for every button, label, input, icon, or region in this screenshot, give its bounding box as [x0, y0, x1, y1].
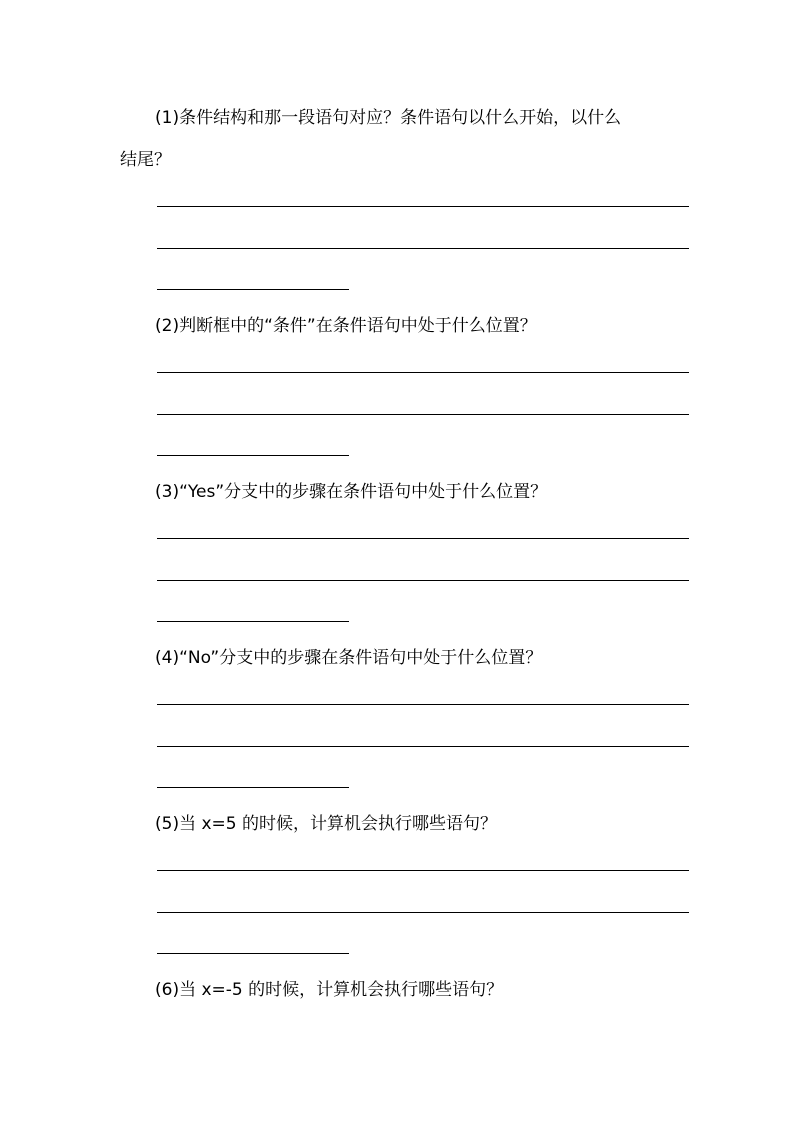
question-4-text: (4)“No”分支中的步骤在条件语句中处于什么位置？ [155, 648, 543, 668]
question-3-text: (3)“Yes”分支中的步骤在条件语句中处于什么位置？ [155, 482, 548, 502]
question-1-text: (1)条件结构和那一段语句对应？条件语句以什么开始，以什么 [155, 108, 622, 128]
answer-line-5b [157, 912, 689, 913]
answer-line-4b [157, 746, 689, 747]
question-5-text: (5)当 x=5 的时候，计算机会执行哪些语句？ [155, 814, 498, 834]
answer-line-4c [157, 787, 349, 788]
answer-line-2c [157, 455, 349, 456]
answer-line-3a [157, 538, 689, 539]
answer-line-4a [157, 704, 689, 705]
answer-line-3c [157, 621, 349, 622]
answer-line-1c [157, 289, 349, 290]
question-1-text-continued: 结尾？ [120, 150, 171, 170]
answer-line-2b [157, 414, 689, 415]
answer-line-1a [157, 206, 689, 207]
question-2-text: (2)判断框中的“条件”在条件语句中处于什么位置？ [155, 316, 537, 336]
answer-line-3b [157, 580, 689, 581]
answer-line-2a [157, 372, 689, 373]
answer-line-5c [157, 953, 349, 954]
question-6-text: (6)当 x=-5 的时候，计算机会执行哪些语句？ [155, 980, 504, 1000]
answer-line-5a [157, 870, 689, 871]
answer-line-1b [157, 248, 689, 249]
